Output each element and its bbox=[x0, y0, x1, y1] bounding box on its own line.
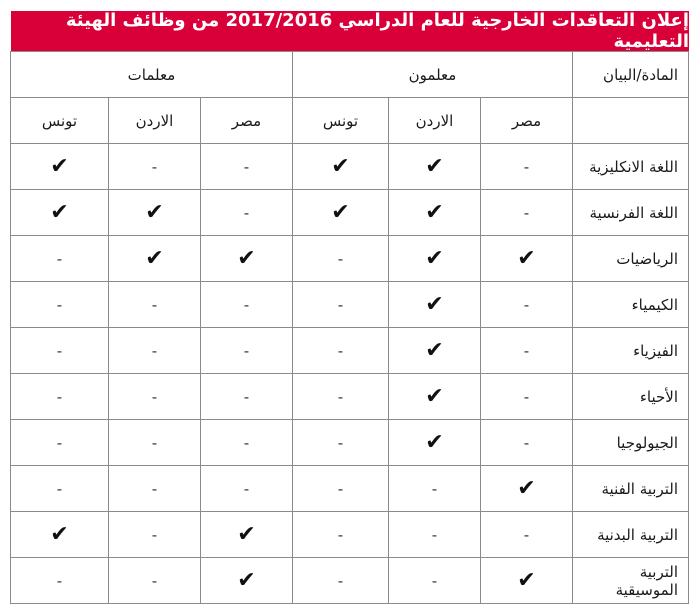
check-mark-icon: ✔ bbox=[389, 236, 481, 282]
check-mark-icon: ✔ bbox=[292, 190, 388, 236]
group-header-female-teachers: معلمات bbox=[10, 52, 292, 98]
dash-cell: - bbox=[481, 190, 573, 236]
dash-cell: - bbox=[292, 236, 388, 282]
group-header-male-teachers: معلمون bbox=[292, 52, 572, 98]
check-mark-icon: ✔ bbox=[481, 558, 573, 604]
check-mark-icon: ✔ bbox=[108, 236, 200, 282]
subject-cell: الجيولوجيا bbox=[573, 420, 689, 466]
check-mark-icon: ✔ bbox=[389, 144, 481, 190]
dash-cell: - bbox=[200, 144, 292, 190]
check-mark-icon: ✔ bbox=[10, 512, 108, 558]
dash-cell: - bbox=[200, 420, 292, 466]
dash-cell: - bbox=[481, 512, 573, 558]
subject-column-header: المادة/البيان bbox=[573, 52, 689, 98]
check-mark-icon: ✔ bbox=[108, 190, 200, 236]
subject-cell: اللغة الانكليزية bbox=[573, 144, 689, 190]
dash-cell: - bbox=[108, 420, 200, 466]
dash-cell: - bbox=[200, 466, 292, 512]
dash-cell: - bbox=[10, 328, 108, 374]
check-mark-icon: ✔ bbox=[10, 144, 108, 190]
table-row bbox=[10, 512, 688, 558]
table-row bbox=[10, 282, 688, 328]
dash-cell: - bbox=[10, 282, 108, 328]
dash-cell: - bbox=[481, 420, 573, 466]
dash-cell: - bbox=[292, 328, 388, 374]
table-row bbox=[10, 328, 688, 374]
check-mark-icon: ✔ bbox=[200, 512, 292, 558]
country-header: تونس bbox=[292, 98, 388, 144]
subject-cell: اللغة الفرنسية bbox=[573, 190, 689, 236]
dash-cell: - bbox=[10, 558, 108, 604]
dash-cell: - bbox=[108, 282, 200, 328]
table-title: إعلان التعاقدات الخارجية للعام الدراسي 2017/2016 من وظائف الهيئة التعليمية bbox=[11, 11, 689, 51]
dash-cell: - bbox=[10, 466, 108, 512]
dash-cell: - bbox=[108, 374, 200, 420]
dash-cell: - bbox=[108, 144, 200, 190]
dash-cell: - bbox=[108, 512, 200, 558]
dash-cell: - bbox=[389, 512, 481, 558]
check-mark-icon: ✔ bbox=[10, 190, 108, 236]
dash-cell: - bbox=[292, 466, 388, 512]
subject-cell: الرياضيات bbox=[573, 236, 689, 282]
check-mark-icon: ✔ bbox=[481, 466, 573, 512]
dash-cell: - bbox=[292, 512, 388, 558]
table-row bbox=[10, 558, 688, 604]
subject-cell: الكيمياء bbox=[573, 282, 689, 328]
header-row-countries bbox=[10, 98, 688, 144]
country-header: تونس bbox=[10, 98, 108, 144]
subject-cell: التربية الفنية bbox=[573, 466, 689, 512]
subject-cell: التربية البدنية bbox=[573, 512, 689, 558]
dash-cell: - bbox=[481, 374, 573, 420]
table-row bbox=[10, 236, 688, 282]
dash-cell: - bbox=[292, 374, 388, 420]
dash-cell: - bbox=[200, 282, 292, 328]
dash-cell: - bbox=[108, 328, 200, 374]
dash-cell: - bbox=[389, 558, 481, 604]
dash-cell: - bbox=[481, 144, 573, 190]
table-row bbox=[10, 466, 688, 512]
dash-cell: - bbox=[200, 374, 292, 420]
country-header: الاردن bbox=[108, 98, 200, 144]
country-header: الاردن bbox=[389, 98, 481, 144]
empty-header-cell bbox=[573, 98, 689, 144]
country-header: مصر bbox=[481, 98, 573, 144]
header-row-groups bbox=[10, 52, 688, 98]
subject-cell: التربية الموسيقية bbox=[573, 558, 689, 604]
check-mark-icon: ✔ bbox=[389, 374, 481, 420]
dash-cell: - bbox=[200, 328, 292, 374]
announcement-table-container bbox=[11, 11, 689, 604]
table-row bbox=[10, 190, 688, 236]
dash-cell: - bbox=[389, 466, 481, 512]
dash-cell: - bbox=[10, 374, 108, 420]
table-row bbox=[10, 144, 688, 190]
check-mark-icon: ✔ bbox=[481, 236, 573, 282]
dash-cell: - bbox=[10, 420, 108, 466]
dash-cell: - bbox=[292, 558, 388, 604]
dash-cell: - bbox=[481, 282, 573, 328]
check-mark-icon: ✔ bbox=[389, 420, 481, 466]
table-row bbox=[10, 374, 688, 420]
dash-cell: - bbox=[292, 282, 388, 328]
country-header: مصر bbox=[200, 98, 292, 144]
check-mark-icon: ✔ bbox=[389, 328, 481, 374]
contracts-table bbox=[10, 51, 689, 604]
subject-cell: الأحياء bbox=[573, 374, 689, 420]
check-mark-icon: ✔ bbox=[200, 558, 292, 604]
dash-cell: - bbox=[108, 466, 200, 512]
check-mark-icon: ✔ bbox=[292, 144, 388, 190]
dash-cell: - bbox=[108, 558, 200, 604]
table-row bbox=[10, 420, 688, 466]
dash-cell: - bbox=[292, 420, 388, 466]
dash-cell: - bbox=[10, 236, 108, 282]
subject-cell: الفيزياء bbox=[573, 328, 689, 374]
check-mark-icon: ✔ bbox=[389, 190, 481, 236]
dash-cell: - bbox=[200, 190, 292, 236]
check-mark-icon: ✔ bbox=[389, 282, 481, 328]
dash-cell: - bbox=[481, 328, 573, 374]
check-mark-icon: ✔ bbox=[200, 236, 292, 282]
